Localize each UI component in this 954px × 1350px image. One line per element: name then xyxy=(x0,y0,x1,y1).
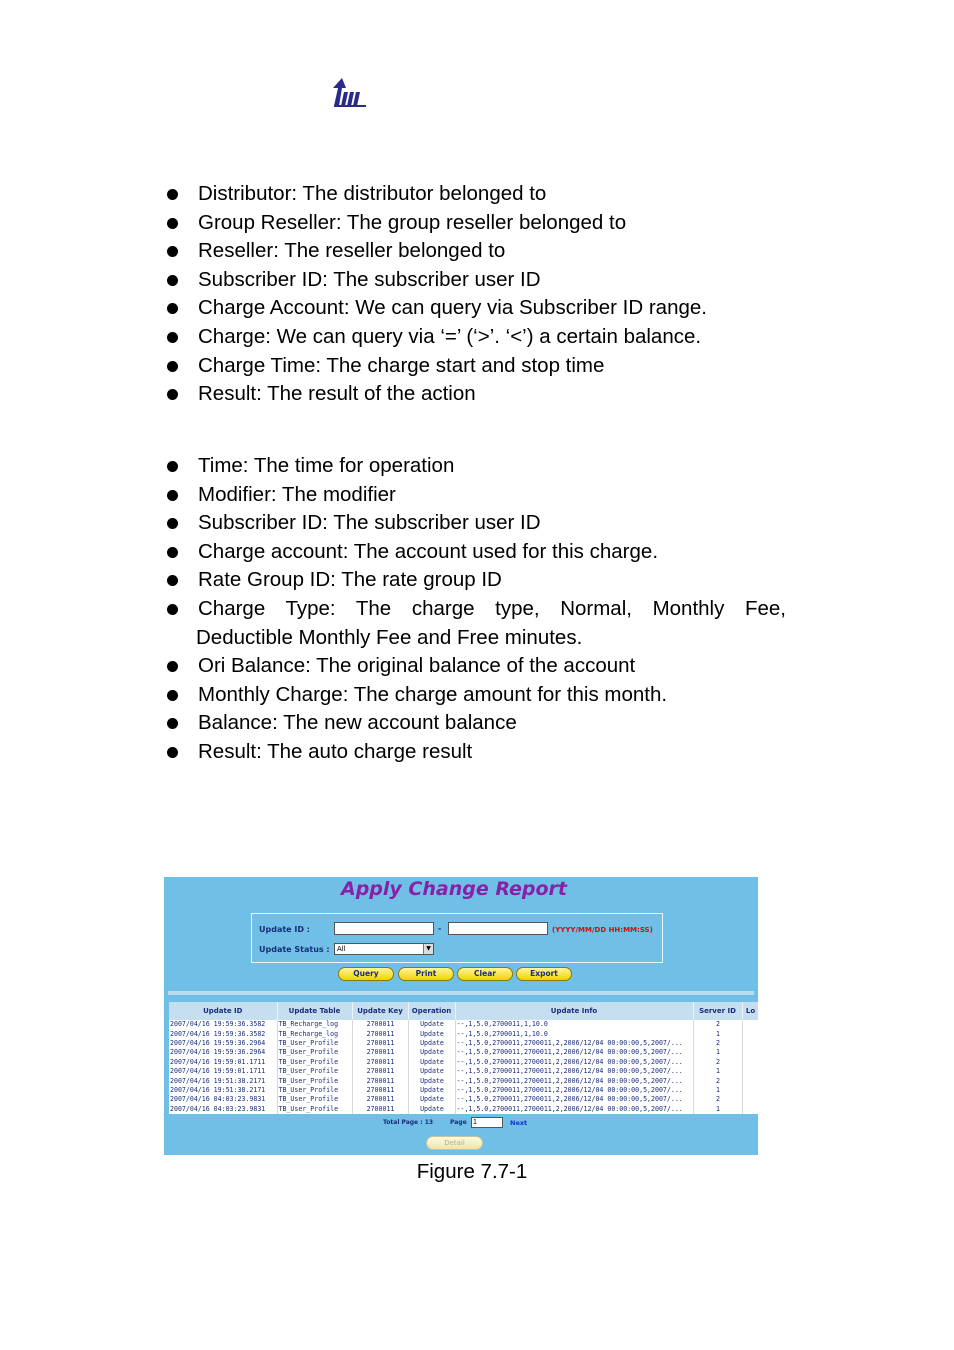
list-item: Rate Group ID: The rate group ID xyxy=(166,566,786,595)
table-cell: TB_User_Profile xyxy=(277,1076,352,1085)
table-cell: 2007/04/16 19:59:36.2964 xyxy=(169,1048,277,1057)
report-table xyxy=(169,1002,758,1114)
export-button[interactable]: Export xyxy=(516,967,572,981)
list-item: Distributor: The distributor belonged to xyxy=(166,180,786,209)
table-cell xyxy=(742,1067,758,1076)
update-id-to-input[interactable] xyxy=(448,922,548,935)
table-row[interactable] xyxy=(169,1105,758,1114)
column-header: Update Table xyxy=(277,1002,352,1020)
table-cell: 1 xyxy=(693,1048,742,1057)
table-cell xyxy=(742,1048,758,1057)
company-logo xyxy=(330,78,368,108)
update-status-value: All xyxy=(337,945,346,953)
table-row[interactable] xyxy=(169,1095,758,1104)
list-item: Group Reseller: The group reseller belonged to xyxy=(166,209,786,238)
list-item-charge-type xyxy=(166,595,786,652)
table-cell: 2700011 xyxy=(352,1048,408,1057)
table-cell: 2700011 xyxy=(352,1029,408,1038)
table-cell: 2 xyxy=(693,1095,742,1104)
table-cell: 2700011 xyxy=(352,1058,408,1067)
column-header: Update ID xyxy=(169,1002,277,1020)
list-item: Monthly Charge: The charge amount for this month. xyxy=(166,681,786,710)
table-cell: Update xyxy=(408,1058,455,1067)
table-cell: 2 xyxy=(693,1076,742,1085)
apply-change-report-screenshot xyxy=(164,877,758,1155)
figure-caption: Figure 7.7-1 xyxy=(416,1160,528,1183)
table-cell: Update xyxy=(408,1076,455,1085)
table-cell: 2 xyxy=(693,1020,742,1029)
table-cell: TB_User_Profile xyxy=(277,1048,352,1057)
query-fields-list xyxy=(166,180,786,409)
table-cell: --,1,5.0,2700011,1,10.0 xyxy=(455,1020,693,1029)
table-cell xyxy=(742,1105,758,1114)
table-cell xyxy=(742,1039,758,1048)
table-cell: 2700011 xyxy=(352,1076,408,1085)
table-cell: 2700011 xyxy=(352,1039,408,1048)
list-item: Time: The time for operation xyxy=(166,452,786,481)
table-cell xyxy=(742,1076,758,1085)
table-cell xyxy=(742,1058,758,1067)
table-cell: Update xyxy=(408,1067,455,1076)
table-cell: 2700011 xyxy=(352,1086,408,1095)
table-cell: 2 xyxy=(693,1058,742,1067)
table-row[interactable] xyxy=(169,1048,758,1057)
table-cell xyxy=(742,1086,758,1095)
table-cell: 1 xyxy=(693,1067,742,1076)
list-item: Ori Balance: The original balance of the account xyxy=(166,652,786,681)
table-row[interactable] xyxy=(169,1020,758,1029)
table-cell: Update xyxy=(408,1020,455,1029)
table-cell: --,1,5.0,2700011,1,10.0 xyxy=(455,1029,693,1038)
table-cell: TB_User_Profile xyxy=(277,1067,352,1076)
list-item: Charge Account: We can query via Subscriber ID range. xyxy=(166,294,786,323)
table-cell xyxy=(742,1029,758,1038)
table-cell: 2700011 xyxy=(352,1067,408,1076)
table-cell: --,1,5.0,2700011,2700011,2,2006/12/04 00:00:00,5,2007/... xyxy=(455,1058,693,1067)
list-item: Charge Time: The charge start and stop time xyxy=(166,352,786,381)
report-fields-list xyxy=(166,452,786,767)
list-item: Balance: The new account balance xyxy=(166,709,786,738)
page-label: Page xyxy=(450,1119,467,1126)
list-item: Subscriber ID: The subscriber user ID xyxy=(166,509,786,538)
table-cell: Update xyxy=(408,1029,455,1038)
table-cell: 2007/04/16 19:59:36.3582 xyxy=(169,1029,277,1038)
table-cell: --,1,5.0,2700011,2700011,2,2006/12/04 00:00:00,5,2007/... xyxy=(455,1086,693,1095)
table-cell: 2007/04/16 04:03:23.9831 xyxy=(169,1105,277,1114)
table-cell: Update xyxy=(408,1086,455,1095)
table-cell: 2700011 xyxy=(352,1105,408,1114)
table-header xyxy=(169,1002,758,1020)
list-item: Charge: We can query via ‘=’ (‘>’. ‘<’) a certain balance. xyxy=(166,323,786,352)
column-header: Lo xyxy=(742,1002,758,1020)
table-cell: 2007/04/16 19:59:01.1711 xyxy=(169,1067,277,1076)
charge-type-line2: Deductible Monthly Fee and Free minutes. xyxy=(196,625,583,649)
table-cell: Update xyxy=(408,1095,455,1104)
page-number-input[interactable]: 1 xyxy=(471,1117,503,1128)
query-button[interactable]: Query xyxy=(338,967,394,981)
list-item: Subscriber ID: The subscriber user ID xyxy=(166,266,786,295)
search-form xyxy=(251,913,663,963)
column-header: Update Info xyxy=(455,1002,693,1020)
table-row[interactable] xyxy=(169,1029,758,1038)
report-title: Apply Change Report xyxy=(340,878,567,900)
divider xyxy=(168,991,754,995)
detail-button[interactable]: Detail xyxy=(426,1136,483,1150)
table-cell: 1 xyxy=(693,1029,742,1038)
table-cell: 2 xyxy=(693,1039,742,1048)
table-cell: TB_User_Profile xyxy=(277,1058,352,1067)
table-row[interactable] xyxy=(169,1086,758,1095)
update-id-label: Update ID : xyxy=(259,925,310,934)
clear-button[interactable]: Clear xyxy=(457,967,513,981)
table-row[interactable] xyxy=(169,1039,758,1048)
table-cell: 2700011 xyxy=(352,1095,408,1104)
print-button[interactable]: Print xyxy=(398,967,454,981)
table-cell: Update xyxy=(408,1039,455,1048)
table-row[interactable] xyxy=(169,1067,758,1076)
table-cell: --,1,5.0,2700011,2700011,2,2006/12/04 00:00:00,5,2007/... xyxy=(455,1039,693,1048)
list-item: Charge account: The account used for this charge. xyxy=(166,538,786,567)
range-separator: - xyxy=(438,924,442,933)
column-header: Server ID xyxy=(693,1002,742,1020)
table-cell: Update xyxy=(408,1048,455,1057)
table-cell: TB_User_Profile xyxy=(277,1086,352,1095)
table-cell: 2007/04/16 19:51:38.2171 xyxy=(169,1076,277,1085)
column-header: Update Key xyxy=(352,1002,408,1020)
table-cell: 2007/04/16 19:59:36.3582 xyxy=(169,1020,277,1029)
table-cell xyxy=(742,1020,758,1029)
table-cell: TB_User_Profile xyxy=(277,1095,352,1104)
table-cell: 2700011 xyxy=(352,1020,408,1029)
table-cell: 1 xyxy=(693,1086,742,1095)
date-format-hint: (YYYY/MM/DD HH:MM:SS) xyxy=(552,926,653,934)
table-row[interactable] xyxy=(169,1058,758,1067)
table-cell: 2007/04/16 19:59:36.2964 xyxy=(169,1039,277,1048)
table-cell xyxy=(742,1095,758,1104)
next-link[interactable]: Next xyxy=(510,1119,528,1127)
table-cell: 2007/04/16 19:51:38.2171 xyxy=(169,1086,277,1095)
column-header: Operation xyxy=(408,1002,455,1020)
list-item: Result: The auto charge result xyxy=(166,738,786,767)
list-item: Modifier: The modifier xyxy=(166,481,786,510)
table-cell: --,1,5.0,2700011,2700011,2,2006/12/04 00:00:00,5,2007/... xyxy=(455,1076,693,1085)
total-page: Total Page : 13 xyxy=(383,1119,434,1126)
table-cell: TB_User_Profile xyxy=(277,1039,352,1048)
update-id-from-input[interactable] xyxy=(334,922,434,935)
table-cell: --,1,5.0,2700011,2700011,2,2006/12/04 00:00:00,5,2007/... xyxy=(455,1048,693,1057)
table-cell: --,1,5.0,2700011,2700011,2,2006/12/04 00:00:00,5,2007/... xyxy=(455,1095,693,1104)
chevron-down-icon[interactable]: ▼ xyxy=(423,944,433,954)
table-cell: 2007/04/16 19:59:01.1711 xyxy=(169,1058,277,1067)
update-status-label: Update Status : xyxy=(259,945,330,954)
table-cell: 1 xyxy=(693,1105,742,1114)
table-cell: --,1,5.0,2700011,2700011,2,2006/12/04 00:00:00,5,2007/... xyxy=(455,1105,693,1114)
table-cell: TB_Recharge_log xyxy=(277,1029,352,1038)
update-status-select[interactable] xyxy=(334,943,434,955)
list-item: Result: The result of the action xyxy=(166,380,786,409)
table-cell: Update xyxy=(408,1105,455,1114)
charge-type-line1: Charge Type: The charge type, Normal, Monthly Fee, xyxy=(198,596,786,620)
table-cell: TB_User_Profile xyxy=(277,1105,352,1114)
table-row[interactable] xyxy=(169,1076,758,1085)
table-cell: --,1,5.0,2700011,2700011,2,2006/12/04 00:00:00,5,2007/... xyxy=(455,1067,693,1076)
table-cell: 2007/04/16 04:03:23.9831 xyxy=(169,1095,277,1104)
list-item: Reseller: The reseller belonged to xyxy=(166,237,786,266)
table-cell: TB_Recharge_log xyxy=(277,1020,352,1029)
